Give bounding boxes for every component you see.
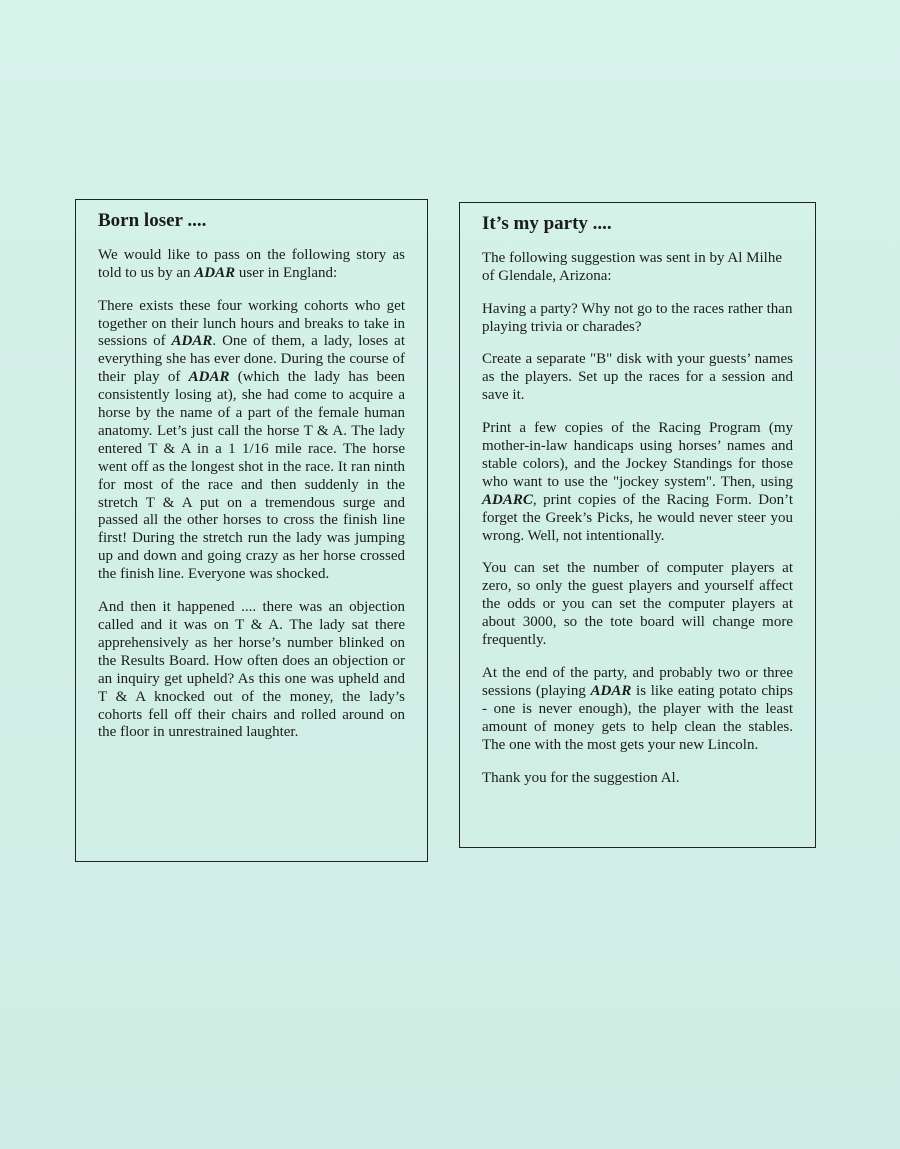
article-paragraph: And then it happened .... there was an objection called and it was on T & A. The lady sat there apprehensively as her horse’s number blinked on the Results Board. How often does an objection or an inquiry get upheld? As this one was upheld and T & A knocked out of the money, the lady’s cohorts fell off their chairs and rolled around on the floor in unrestrained laughter. xyxy=(98,599,405,741)
article-box-born-loser xyxy=(75,199,428,862)
article-title: It’s my party .... xyxy=(482,213,612,234)
article-paragraph: You can set the number of computer players at zero, so only the guest players and yourself affect the odds or you can set the computer players at about 3000, so the tote board will change more frequently. xyxy=(482,560,793,649)
product-name: ADAR xyxy=(590,682,632,699)
article-paragraph: At the end of the party, and probably two or three sessions (playing ADAR is like eating potato chips - one is never enough), the player with the least amount of money gets to help clean the stables. The one with the most gets your new Lincoln. xyxy=(482,665,793,753)
article-box-its-my-party xyxy=(459,202,816,848)
article-title: Born loser .... xyxy=(98,210,207,231)
article-paragraph: Print a few copies of the Racing Program (my mother-in-law handicaps using horses’ names and stable colors), and the Jockey Standings for those who want to use the "jockey system". Then, using ADARC, print copies of the Racing Form. Don’t forget the Greek’s Picks, he would never steer you wrong. Well, not intentionally. xyxy=(482,420,793,544)
product-name: ADAR xyxy=(171,333,213,350)
article-paragraph: We would like to pass on the following story as told to us by an ADAR user in England: xyxy=(98,246,405,281)
article-paragraph: Having a party? Why not go to the races rather than playing trivia or charades? xyxy=(482,300,793,335)
article-paragraph: There exists these four working cohorts who get together on their lunch hours and breaks to take in sessions of ADAR. One of them, a lady, loses at everything she has ever done. During the course of their play of ADAR (which the lady has been consistently losing at), she had come to acquire a horse by the name of a part of the female human anatomy. Let’s just call the horse T & A. The lady entered T & A in a 1 1/16 mile race. The horse went off as the longest shot in the race. It ran ninth for most of the race and then suddenly in the stretch T & A put on a tremendous surge and passed all the other horses to cross the finish line first! During the stretch run the lady was jumping up and down and going crazy as her horse crossed the finish line. Everyone was shocked. xyxy=(98,297,406,583)
article-paragraph: The following suggestion was sent in by Al Milhe of Glendale, Arizona: xyxy=(482,249,782,284)
product-name: ADAR xyxy=(188,369,230,386)
article-paragraph: Thank you for the suggestion Al. xyxy=(482,769,680,786)
product-name: ADARC xyxy=(482,491,533,508)
article-paragraph: Create a separate "B" disk with your guests’ names as the players. Set up the races for a session and save it. xyxy=(482,351,793,404)
product-name: ADAR xyxy=(194,264,236,281)
